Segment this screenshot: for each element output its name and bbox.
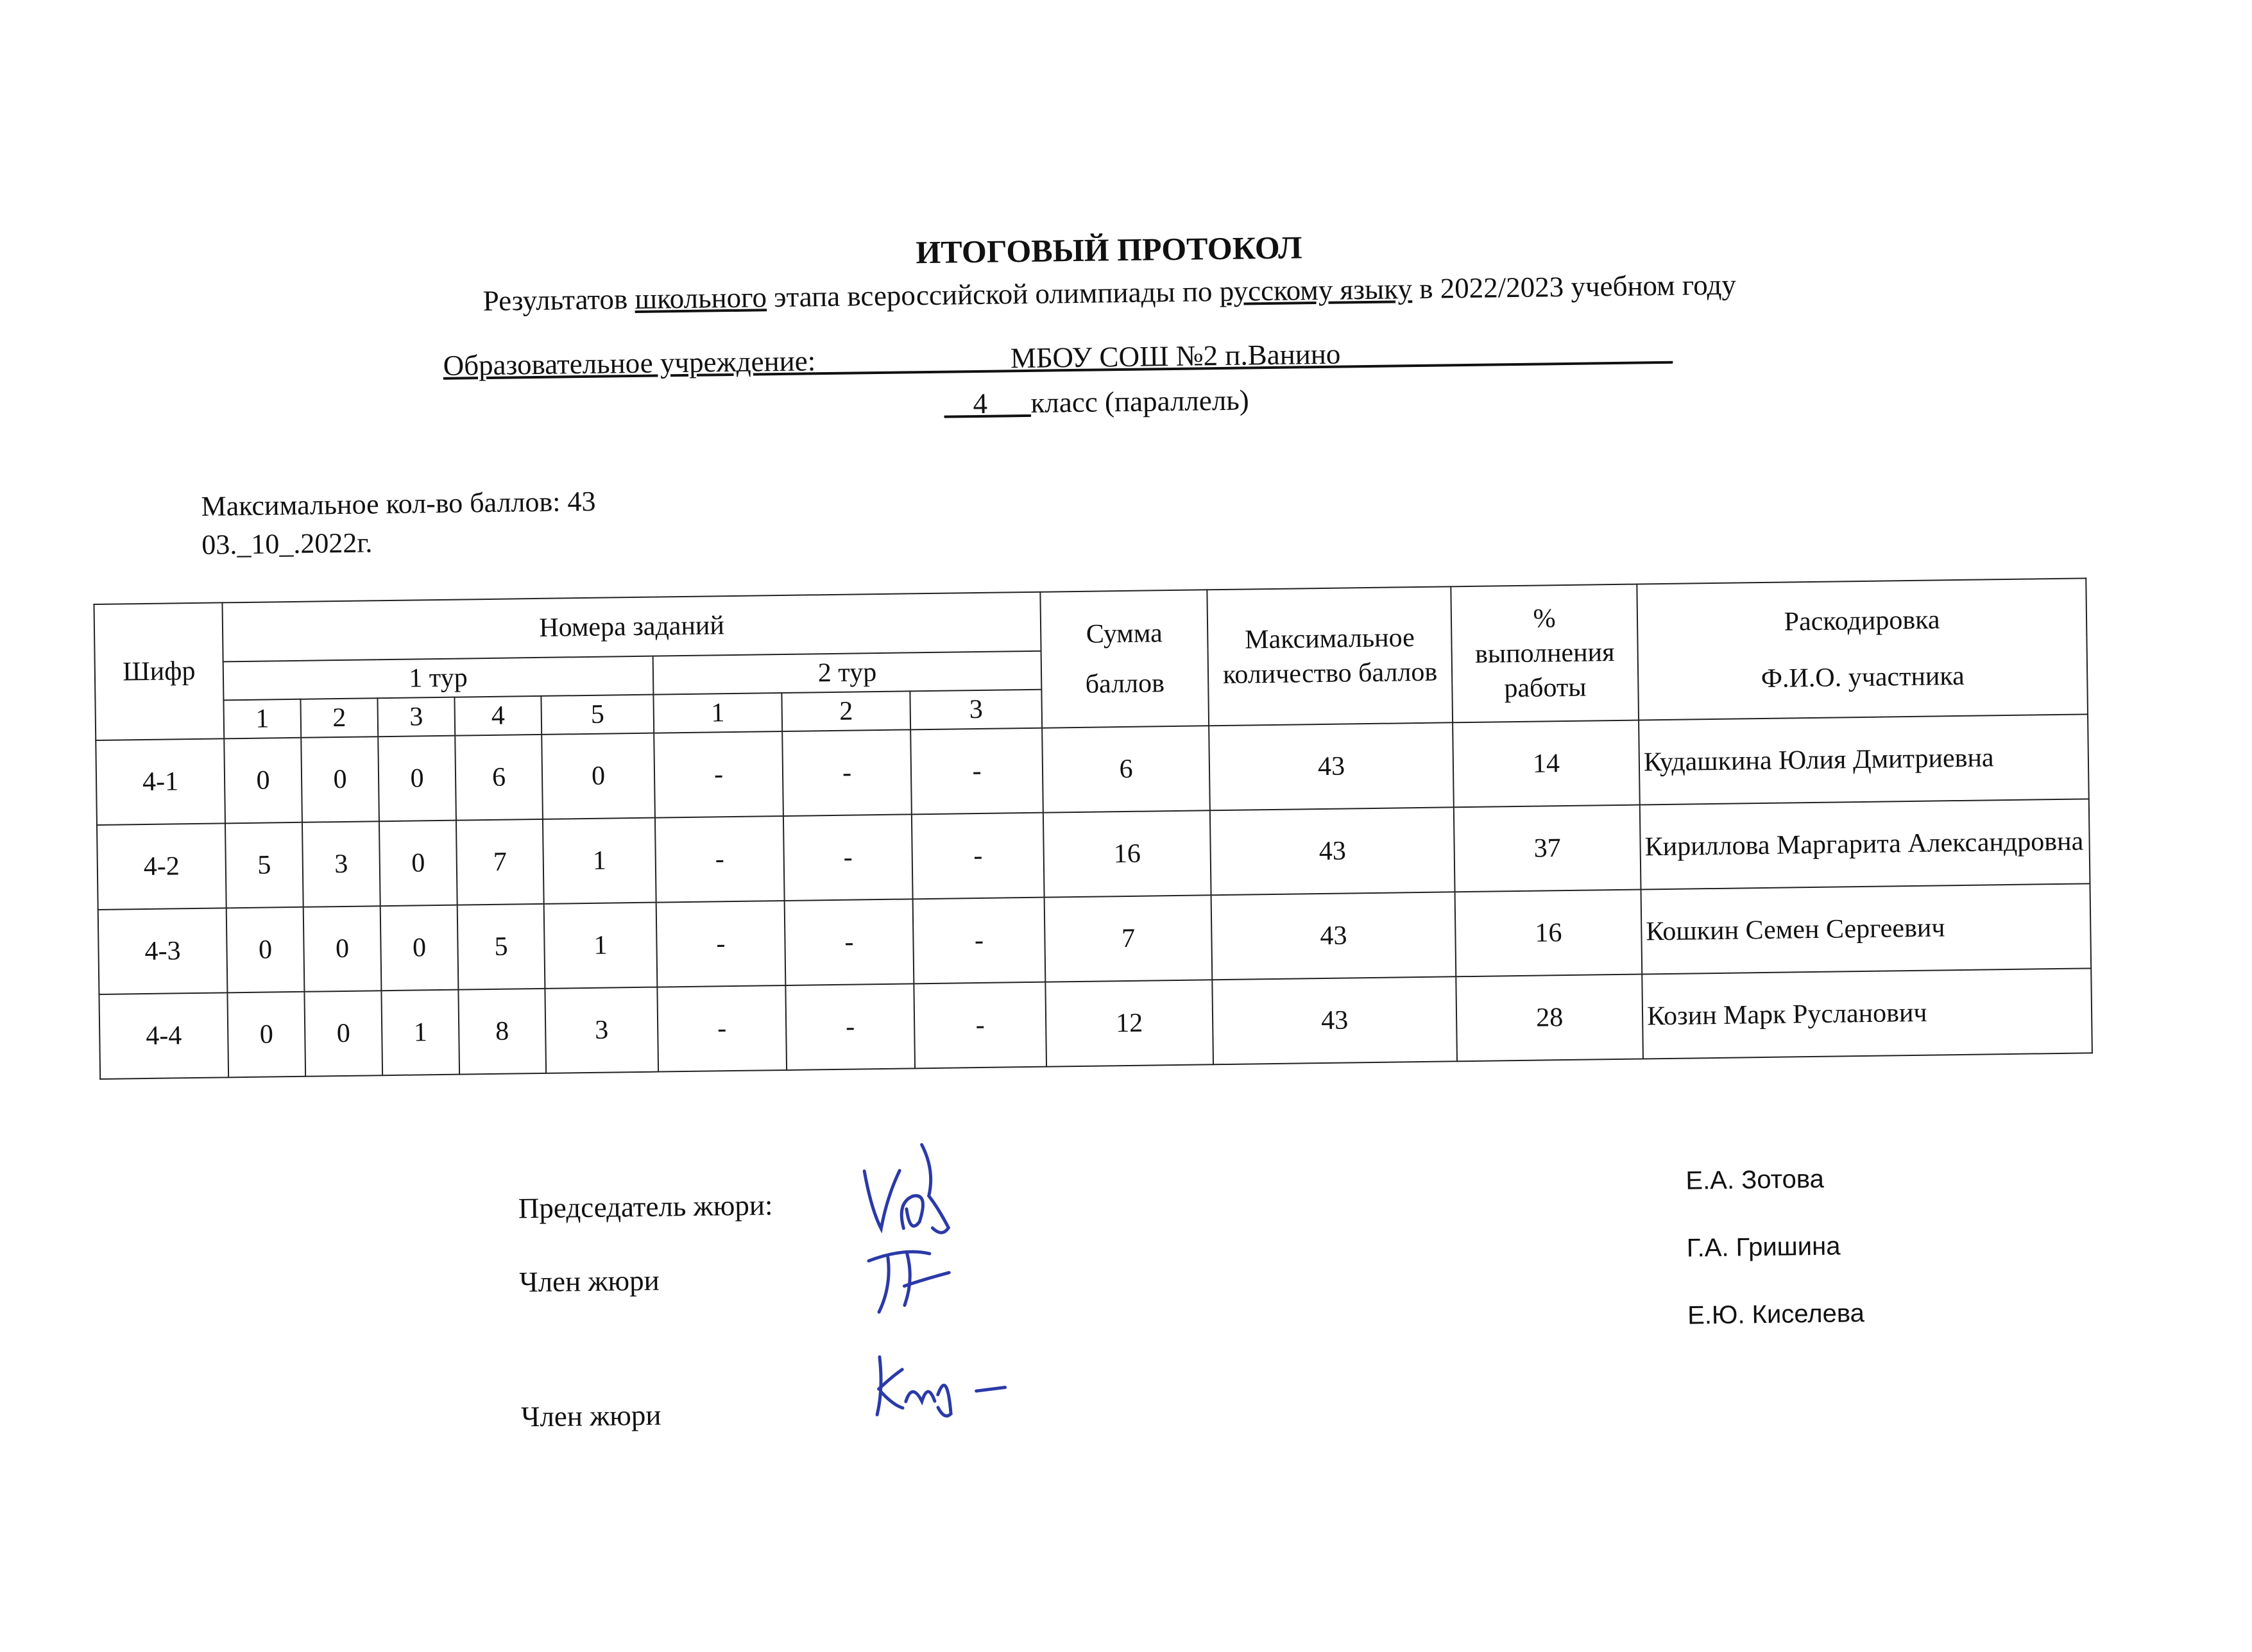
header-task-numbers: Номера заданий [222, 592, 1041, 662]
header-decode [1637, 578, 2088, 720]
header-r1-task: 1 [223, 699, 301, 739]
header-r1-task: 3 [377, 697, 455, 737]
percent-cell: 14 [1453, 720, 1640, 808]
max-score-label: Максимальное кол-во баллов: 43 [201, 485, 596, 522]
member2-signature-icon [867, 1342, 1022, 1427]
cipher-cell: 4-2 [97, 823, 226, 910]
score-cell: 3 [545, 987, 658, 1073]
member2-name: Е.Ю. Киселева [1687, 1299, 1865, 1330]
max-cell: 43 [1209, 722, 1454, 810]
sum-cell: 16 [1043, 810, 1211, 897]
score-cell: - [785, 899, 914, 985]
score-cell: 0 [542, 733, 655, 819]
header-r1-task: 5 [541, 695, 654, 735]
participant-name: Кошкин Семен Сергеевич [1641, 883, 2092, 974]
score-cell: 8 [458, 989, 546, 1075]
percent-cell: 28 [1456, 974, 1643, 1061]
document-title: ИТОГОВЫЙ ПРОТОКОЛ [916, 229, 1302, 271]
header-sum-line2: баллов [1085, 668, 1165, 699]
subtitle-prefix: Результатов [482, 282, 635, 318]
score-cell: 0 [378, 736, 456, 822]
header-percent-line2: выполнения работы [1474, 638, 1615, 704]
score-cell: 0 [226, 907, 305, 993]
header-r2-task: 1 [653, 693, 782, 733]
sum-cell: 6 [1042, 726, 1210, 812]
score-cell: - [782, 729, 912, 816]
participant-name: Кириллова Маргарита Александровна [1640, 799, 2090, 889]
score-cell: 0 [301, 737, 379, 822]
olympiad-subject: русскому языку [1219, 273, 1413, 308]
member1-signature-icon [852, 1234, 962, 1325]
score-cell: 1 [544, 903, 658, 989]
max-cell: 43 [1210, 807, 1455, 895]
chair-label: Председатель жюри: [518, 1189, 773, 1225]
score-cell: 3 [302, 821, 380, 907]
score-cell: 5 [225, 822, 303, 908]
header-round-2: 2 тур [653, 651, 1042, 695]
cipher-cell: 4-1 [96, 738, 225, 825]
header-percent-line1: % [1533, 604, 1556, 634]
score-cell: - [783, 814, 913, 901]
score-cell: 7 [456, 819, 544, 905]
chair-signature-icon [851, 1131, 968, 1248]
header-decode-line2: Ф.И.О. участника [1761, 661, 1965, 694]
header-decode-line1: Раскодировка [1784, 605, 1940, 637]
score-cell: 1 [381, 990, 459, 1076]
sum-cell: 7 [1045, 895, 1213, 982]
score-cell: - [914, 982, 1046, 1069]
grade-line [944, 383, 1249, 420]
participant-name: Кудашкина Юлия Дмитриевна [1639, 714, 2089, 805]
institution-label: Образовательное учреждение: [443, 345, 816, 382]
score-cell: - [910, 728, 1043, 815]
chair-name: Е.А. Зотова [1685, 1164, 1825, 1195]
member-label-2: Член жюри [520, 1399, 661, 1433]
cipher-cell: 4-4 [99, 992, 228, 1079]
member1-name: Г.А. Гришина [1686, 1232, 1841, 1263]
grade-value: __4___ [944, 386, 1031, 420]
member-label-1: Член жюри [519, 1264, 660, 1299]
score-cell: 0 [224, 738, 302, 824]
results-table [93, 577, 2093, 1080]
score-cell: 0 [303, 906, 382, 992]
score-cell: - [654, 731, 783, 818]
score-cell: - [785, 984, 915, 1070]
percent-cell: 16 [1455, 890, 1642, 977]
max-cell: 43 [1212, 976, 1457, 1064]
score-cell: - [913, 898, 1046, 984]
score-cell: 0 [380, 905, 459, 991]
protocol-date: 03._10_.2022г. [201, 527, 373, 561]
header-r1-task: 4 [454, 696, 542, 736]
score-cell: 0 [304, 991, 382, 1077]
score-cell: 0 [379, 821, 457, 907]
score-cell: - [655, 816, 785, 903]
cipher-cell: 4-3 [98, 908, 228, 994]
subtitle-mid: этапа всероссийской олимпиады по [766, 275, 1220, 314]
participant-name: Козин Марк Русланович [1642, 968, 2092, 1059]
sum-cell: 12 [1045, 980, 1213, 1066]
score-cell: 6 [455, 735, 543, 821]
score-cell: - [656, 901, 786, 987]
header-cipher: Шифр [94, 602, 224, 740]
subtitle-suffix: в 2022/2023 учебном году [1412, 268, 1737, 305]
header-r1-task: 2 [300, 698, 378, 738]
score-cell: 1 [543, 818, 656, 904]
header-percent [1451, 584, 1639, 723]
header-r2-task: 3 [910, 690, 1042, 730]
header-r2-task: 2 [781, 691, 910, 731]
olympiad-stage: школьного [635, 281, 767, 315]
institution-line [443, 333, 1673, 382]
score-cell: - [912, 813, 1045, 899]
header-max-score: Максимальное количество баллов [1207, 586, 1453, 726]
score-cell: - [657, 985, 787, 1072]
percent-cell: 37 [1454, 805, 1641, 892]
header-sum [1040, 590, 1209, 728]
header-round-1: 1 тур [223, 656, 654, 701]
score-cell: 5 [457, 904, 545, 990]
header-sum-line1: Сумма [1086, 618, 1163, 649]
max-cell: 43 [1211, 892, 1456, 980]
score-cell: 0 [227, 992, 305, 1078]
grade-suffix: класс (параллель) [1030, 384, 1250, 419]
institution-value: _____________МБОУ СОШ №2 п.Ванино_______________________ [815, 333, 1673, 377]
